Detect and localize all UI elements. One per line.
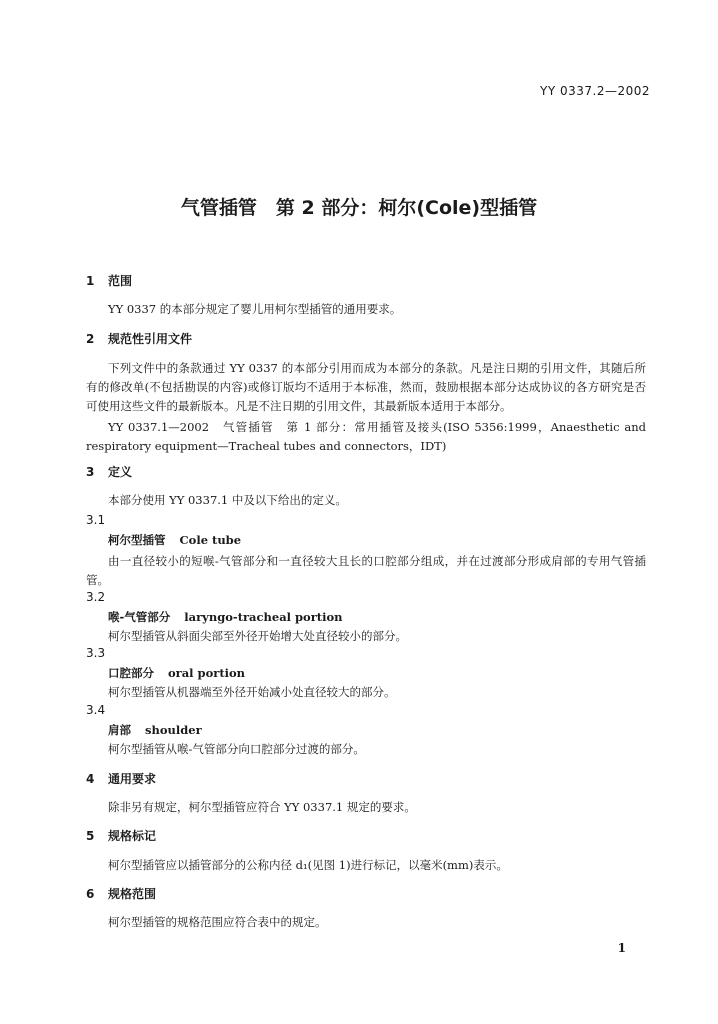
definition-number: 3.3 xyxy=(86,646,106,660)
term-chinese: 喉-气管部分 xyxy=(108,610,171,624)
section-number: 3 xyxy=(86,465,95,479)
section-number: 4 xyxy=(86,772,95,786)
definition-term xyxy=(108,722,202,738)
section-title: 规格标记 xyxy=(108,829,157,843)
definition-text: 柯尔型插管从喉-气管部分向口腔部分过渡的部分。 xyxy=(108,742,365,756)
definition-term xyxy=(108,609,343,625)
reference-entry: YY 0337.1—2002 气管插管 第 1 部分：常用插管及接头(ISO 5356:1999，Anaesthetic and respiratory equipment—Tracheal tubes and connectors，IDT) xyxy=(86,420,646,453)
section-heading xyxy=(86,272,132,289)
paragraph: YY 0337 的本部分规定了婴儿用柯尔型插管的通用要求。 xyxy=(108,302,402,316)
term-english: Cole tube xyxy=(179,533,242,547)
definition-text: 由一直径较小的短喉-气管部分和一直径较大且长的口腔部分组成，并在过渡部分形成肩部的专用气管插管。 xyxy=(86,554,646,587)
section-heading xyxy=(86,463,132,480)
standard-number: YY 0337.2—2002 xyxy=(539,84,650,98)
section-number: 2 xyxy=(86,332,95,346)
section-title: 规格范围 xyxy=(108,887,157,901)
document-title: 气管插管 第 2 部分：柯尔(Cole)型插管 xyxy=(180,197,538,219)
paragraph: 下列文件中的条款通过 YY 0337 的本部分引用而成为本部分的条款。凡是注日期的引用文件，其随后所有的修改单(不包括勘误的内容)或修订版均不适用于本标准，然而，鼓励根据本部分达成协议的各方研究是否可使用这些文件的最新版本。凡是不注日期的引用文件，其最新版本适用于本部分。 xyxy=(86,361,646,413)
term-chinese: 口腔部分 xyxy=(108,666,154,680)
definition-term xyxy=(108,665,245,681)
term-english: laryngo-tracheal portion xyxy=(184,610,343,624)
definition-number: 3.4 xyxy=(86,703,106,717)
section-title: 通用要求 xyxy=(108,772,157,786)
section-heading xyxy=(86,770,156,787)
paragraph: 柯尔型插管应以插管部分的公称内径 d₁(见图 1)进行标记，以毫米(mm)表示。 xyxy=(108,858,508,872)
definition-text: 柯尔型插管从斜面尖部至外径开始增大处直径较小的部分。 xyxy=(108,629,407,643)
definition-term xyxy=(108,532,241,548)
definition-number: 3.1 xyxy=(86,513,106,527)
definition-text: 柯尔型插管从机器端至外径开始减小处直径较大的部分。 xyxy=(108,685,396,699)
section-number: 5 xyxy=(86,829,95,843)
section-heading xyxy=(86,330,192,347)
section-title: 定义 xyxy=(108,465,133,479)
section-number: 1 xyxy=(86,274,95,288)
page-number: 1 xyxy=(617,941,626,955)
term-chinese: 柯尔型插管 xyxy=(108,533,166,547)
section-heading xyxy=(86,827,156,844)
paragraph: 本部分使用 YY 0337.1 中及以下给出的定义。 xyxy=(108,493,347,507)
definition-number: 3.2 xyxy=(86,590,106,604)
section-title: 规范性引用文件 xyxy=(108,332,193,346)
term-english: oral portion xyxy=(168,666,246,680)
section-heading xyxy=(86,885,156,902)
term-chinese: 肩部 xyxy=(108,723,131,737)
section-number: 6 xyxy=(86,887,95,901)
paragraph: 柯尔型插管的规格范围应符合表中的规定。 xyxy=(108,915,327,929)
paragraph: 除非另有规定，柯尔型插管应符合 YY 0337.1 规定的要求。 xyxy=(108,800,416,814)
term-english: shoulder xyxy=(145,723,202,737)
section-title: 范围 xyxy=(108,274,133,288)
